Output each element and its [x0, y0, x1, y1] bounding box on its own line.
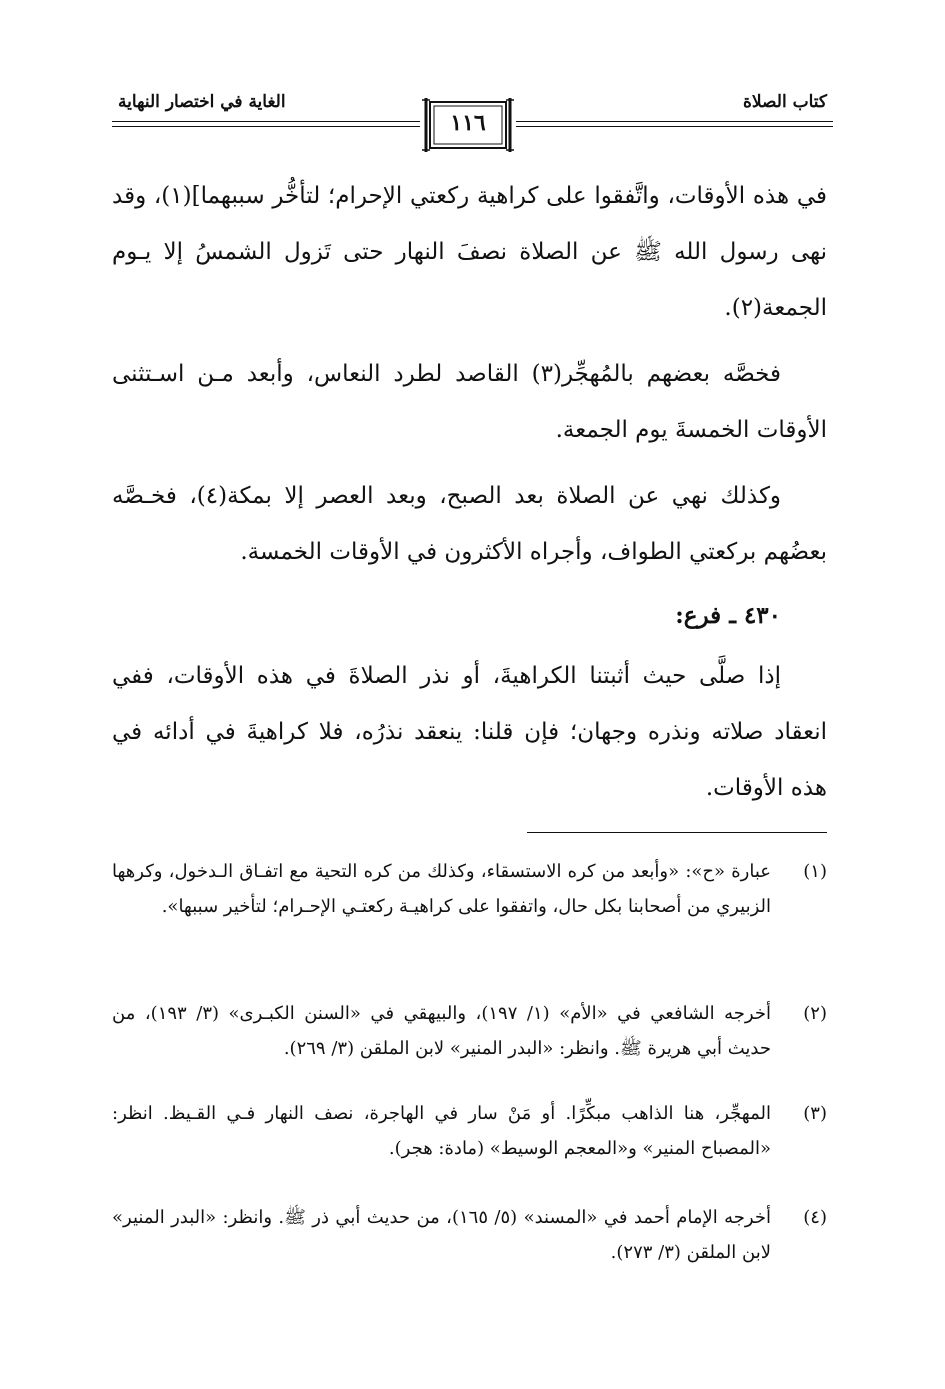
footnote-1 [112, 854, 827, 924]
paragraph-3: وكذلك نهي عن الصلاة بعد الصبح، وبعد العصر إلا بمكة(٤)، فخـصَّه بعضُهم بركعتي الطواف، وأجراه الأكثرون في الأوقات الخمسة. [112, 483, 827, 565]
footnote-2 [112, 996, 827, 1066]
page-number: ١١٦ [450, 110, 486, 136]
footnote-separator [527, 832, 827, 833]
section-heading: ٤٣٠ ـ فرع: [675, 602, 781, 629]
footnote-text: أخرجه الإمام أحمد في «المسند» (٥/ ١٦٥)، من حديث أبي ذر ﷺ. وانظر: «البدر المنير» لابن الملقن (٣/ ٢٧٣). [112, 1207, 771, 1263]
page-number-frame [420, 96, 516, 154]
footnote-text: المهجِّر، هنا الذاهب مبكِّرًا. أو مَنْ سار في الهاجرة، نصف النهار فـي القـيظ. انظر: «المصباح المنير» و«المعجم الوسيط» (مادة: هجر). [112, 1103, 771, 1159]
footnote-number: (٣) [803, 1103, 827, 1124]
footnote-number: (٤) [803, 1207, 827, 1228]
footnote-text: أخرجه الشافعي في «الأم» (١/ ١٩٧)، والبيهقي في «السنن الكبـرى» (٣/ ١٩٣)، من حديث أبي هريرة ﷺ. وانظر: «البدر المنير» لابن الملقن (٣/ ٢٦٩). [112, 1003, 771, 1059]
paragraph-2: فخصَّه بعضهم بالمُهجِّر(٣) القاصد لطرد النعاس، وأبعد مـن اسـتثنى الأوقات الخمسةَ يوم الجمعة. [112, 361, 827, 443]
paragraph-1: في هذه الأوقات، واتَّفقوا على كراهية ركعتي الإحرام؛ لتأخُّر سببهما](١)، وقد نهى رسول الله ﷺ عن الصلاة نصفَ النهار حتى تَزول الشمسُ إلا يـوم الجمعة(٢). [112, 183, 827, 321]
book-title: الغاية في اختصار النهاية [118, 92, 286, 112]
footnote-number: (٢) [803, 1003, 827, 1024]
footnote-text: عبارة «ح»: «وأبعد من كره الاستسقاء، وكذلك من كره التحية مع اتفـاق الـدخول، وكرهها الزبيري من أصحابنا بكل حال، واتفقوا على كراهيـة ركعتـي الإحـرام؛ لتأخير سببها». [112, 861, 771, 917]
footnote-number: (١) [803, 861, 827, 882]
footnote-4 [112, 1200, 827, 1270]
footnote-3 [112, 1096, 827, 1166]
chapter-title: كتاب الصلاة [742, 92, 827, 112]
paragraph-4: إذا صلَّى حيث أثبتنا الكراهيةَ، أو نذر الصلاةَ في هذه الأوقات، ففي انعقاد صلاته ونذره وجهان؛ فإن قلنا: ينعقد نذرُه، فلا كراهيةَ في أدائه في هذه الأوقات. [112, 663, 827, 801]
